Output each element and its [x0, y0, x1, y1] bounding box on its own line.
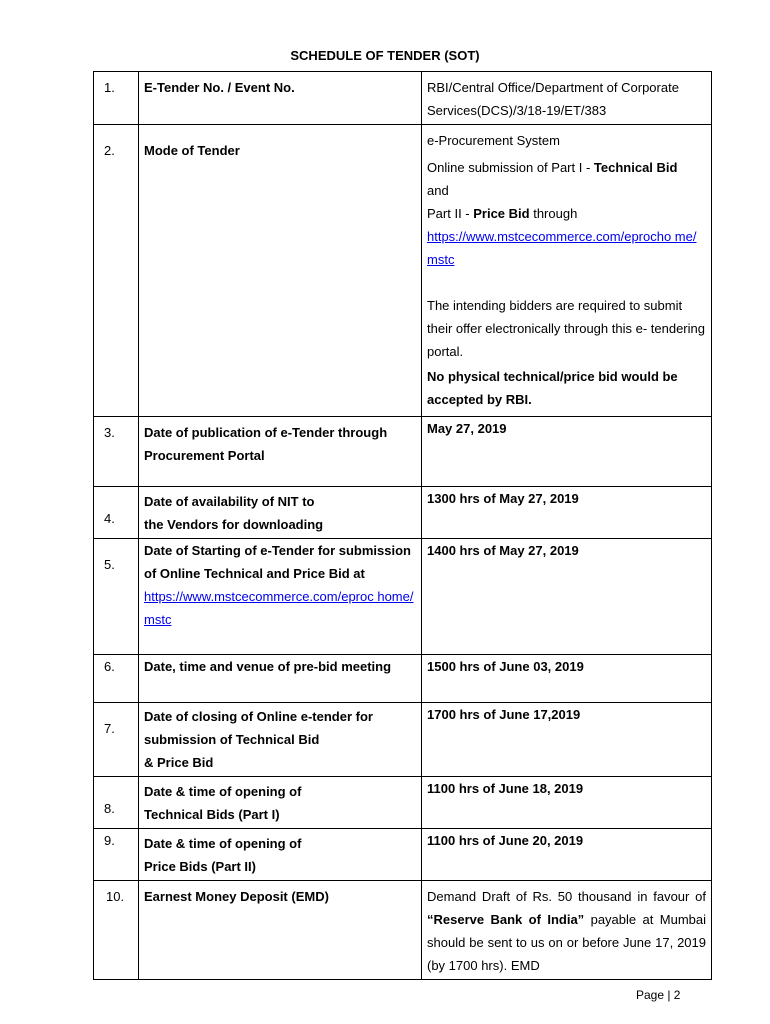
row-label: Date & time of opening of Technical Bids (Part I): [144, 784, 302, 822]
table-row: [94, 703, 712, 777]
row-label: Date of closing of Online e-tender for submission of Technical Bid & Price Bid: [144, 709, 373, 770]
document-title: SCHEDULE OF TENDER (SOT): [290, 48, 480, 63]
row-label: Mode of Tender: [144, 143, 240, 158]
row-number: 9.: [104, 833, 115, 848]
row-label: Date of Starting of e-Tender for submission of Online Technical and Price Bid at https://www.mstcecommerce.com/eproc home/mstc: [144, 543, 414, 627]
row-label: Earnest Money Deposit (EMD): [144, 889, 329, 904]
row-number: 1.: [104, 80, 115, 95]
mode-line-2: Online submission of Part I - Technical Bid: [427, 160, 678, 175]
table-row: [94, 487, 712, 539]
row-number: 7.: [104, 721, 115, 736]
row-value: [422, 125, 711, 413]
row-value: 1700 hrs of June 17,2019: [427, 707, 581, 722]
bidders-paragraph: The intending bidders are required to submit their offer electronically through this e- tendering portal.: [427, 298, 705, 359]
row-number: 8.: [104, 801, 115, 816]
table-row: [94, 72, 712, 125]
row-value: May 27, 2019: [427, 421, 507, 436]
mode-line-3: and: [427, 183, 449, 198]
row-value: 1400 hrs of May 27, 2019: [427, 543, 579, 558]
table-row: [94, 539, 712, 655]
table-row: [94, 777, 712, 829]
row-label: Date, time and venue of pre-bid meeting: [144, 659, 392, 674]
row-number: 4.: [104, 511, 115, 526]
row-number: 6.: [104, 659, 115, 674]
row-label: Date of availability of NIT to the Vendors for downloading: [144, 494, 324, 532]
row-label: Date of publication of e-Tender through Procurement Portal: [144, 425, 388, 463]
schedule-table: [93, 71, 712, 980]
mode-line-1: e-Procurement System: [427, 133, 560, 148]
row-value: 1500 hrs of June 03, 2019: [427, 659, 584, 674]
row-number: 2.: [104, 143, 115, 158]
table-row: [94, 881, 712, 980]
table-row: [94, 125, 712, 417]
row-value: RBI/Central Office/Department of Corporate Services(DCS)/3/18-19/ET/383: [427, 80, 679, 118]
row-value: 1100 hrs of June 18, 2019: [427, 781, 584, 796]
table-row: [94, 417, 712, 487]
row-label: Date & time of opening of Price Bids (Part II): [144, 836, 302, 874]
portal-link[interactable]: https://www.mstcecommerce.com/eproc home/mstc: [144, 589, 414, 627]
table-row: [94, 655, 712, 703]
no-physical-bid-note: No physical technical/price bid would be accepted by RBI.: [427, 369, 678, 407]
row-label: E-Tender No. / Event No.: [144, 80, 295, 95]
row-number: 3.: [104, 425, 115, 440]
page-number: Page | 2: [636, 988, 681, 1002]
table-row: [94, 829, 712, 881]
row-value: 1100 hrs of June 20, 2019: [427, 833, 584, 848]
row-number: 5.: [104, 557, 115, 572]
row-value: Demand Draft of Rs. 50 thousand in favour of “Reserve Bank of India” payable at Mumbai should be sent to us on or before June 17, 2019 (by 1700 hrs). EMD: [427, 889, 706, 973]
row-number: 10.: [106, 889, 125, 904]
portal-link[interactable]: https://www.mstcecommerce.com/eprocho me/mstc: [427, 229, 697, 267]
mode-line-4: Part II - Price Bid through: [427, 206, 578, 221]
row-value: 1300 hrs of May 27, 2019: [427, 491, 579, 506]
